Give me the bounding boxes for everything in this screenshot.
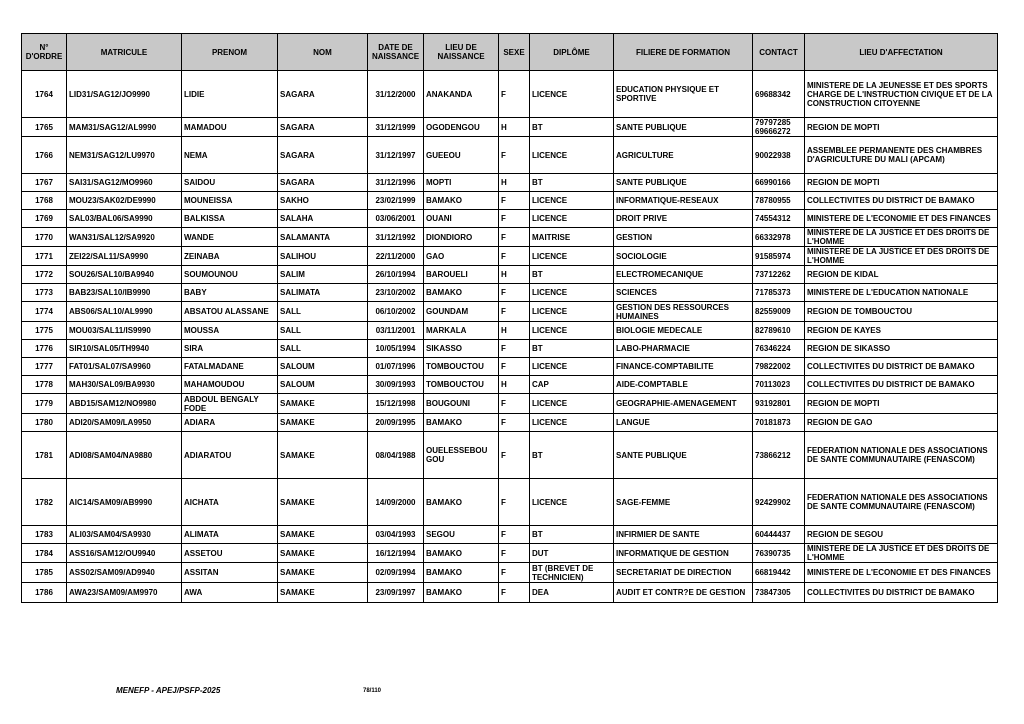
cell-lieu: BAMAKO <box>424 583 499 603</box>
cell-prenom: MOUNEISSA <box>182 192 278 210</box>
cell-contact: 82789610 <box>753 322 805 340</box>
cell-sexe: F <box>499 544 530 563</box>
cell-diplome: LICENCE <box>530 137 614 174</box>
table-row <box>22 376 998 394</box>
cell-sexe: H <box>499 174 530 192</box>
cell-sexe: F <box>499 228 530 247</box>
cell-ordre: 1767 <box>22 174 67 192</box>
cell-ordre: 1779 <box>22 394 67 414</box>
cell-ordre: 1766 <box>22 137 67 174</box>
cell-date: 06/10/2002 <box>368 302 424 322</box>
cell-nom: SAKHO <box>278 192 368 210</box>
cell-affectation: REGION DE GAO <box>805 414 998 432</box>
cell-matricule: ASS02/SAM09/AD9940 <box>67 563 182 583</box>
cell-matricule: BAB23/SAL10/IB9990 <box>67 284 182 302</box>
cell-lieu: MOPTI <box>424 174 499 192</box>
cell-ordre: 1775 <box>22 322 67 340</box>
cell-contact: 70113023 <box>753 376 805 394</box>
cell-prenom: ALIMATA <box>182 526 278 544</box>
cell-lieu: BAMAKO <box>424 414 499 432</box>
cell-filiere: ELECTROMECANIQUE <box>614 266 753 284</box>
cell-affectation: MINISTERE DE LA JUSTICE ET DES DROITS DE L'HOMME <box>805 228 998 247</box>
cell-prenom: BALKISSA <box>182 210 278 228</box>
cell-lieu: BAMAKO <box>424 284 499 302</box>
cell-nom: SAMAKE <box>278 394 368 414</box>
cell-matricule: ALI03/SAM04/SA9930 <box>67 526 182 544</box>
cell-sexe: F <box>499 137 530 174</box>
cell-date: 31/12/2000 <box>368 71 424 118</box>
cell-date: 03/04/1993 <box>368 526 424 544</box>
cell-lieu: BAMAKO <box>424 544 499 563</box>
cell-ordre: 1770 <box>22 228 67 247</box>
cell-nom: SALAHA <box>278 210 368 228</box>
cell-contact: 78780955 <box>753 192 805 210</box>
cell-sexe: F <box>499 247 530 266</box>
cell-sexe: F <box>499 414 530 432</box>
cell-prenom: ABDOUL BENGALY FODE <box>182 394 278 414</box>
cell-matricule: ADI20/SAM09/LA9950 <box>67 414 182 432</box>
cell-matricule: SIR10/SAL05/TH9940 <box>67 340 182 358</box>
cell-prenom: ADIARATOU <box>182 432 278 479</box>
cell-affectation: MINISTERE DE L'ECONOMIE ET DES FINANCES <box>805 563 998 583</box>
cell-diplome: DUT <box>530 544 614 563</box>
cell-prenom: ZEINABA <box>182 247 278 266</box>
header-diplome: DIPLÔME <box>530 34 614 71</box>
cell-lieu: OUELESSEBOU GOU <box>424 432 499 479</box>
cell-prenom: ADIARA <box>182 414 278 432</box>
cell-filiere: INFIRMIER DE SANTE <box>614 526 753 544</box>
cell-filiere: EDUCATION PHYSIQUE ET SPORTIVE <box>614 71 753 118</box>
cell-ordre: 1780 <box>22 414 67 432</box>
cell-affectation: FEDERATION NATIONALE DES ASSOCIATIONS DE SANTE COMMUNAUTAIRE (FENASCOM) <box>805 432 998 479</box>
cell-lieu: ANAKANDA <box>424 71 499 118</box>
cell-affectation: MINISTERE DE LA JUSTICE ET DES DROITS DE L'HOMME <box>805 247 998 266</box>
cell-date: 31/12/1992 <box>368 228 424 247</box>
cell-diplome: LICENCE <box>530 210 614 228</box>
cell-lieu: SIKASSO <box>424 340 499 358</box>
cell-ordre: 1782 <box>22 479 67 526</box>
cell-filiere: AUDIT ET CONTR?E DE GESTION <box>614 583 753 603</box>
cell-lieu: TOMBOUCTOU <box>424 376 499 394</box>
cell-nom: SAMAKE <box>278 432 368 479</box>
cell-prenom: FATALMADANE <box>182 358 278 376</box>
cell-nom: SAMAKE <box>278 414 368 432</box>
cell-prenom: SIRA <box>182 340 278 358</box>
cell-sexe: F <box>499 394 530 414</box>
cell-lieu: BOUGOUNI <box>424 394 499 414</box>
cell-matricule: AIC14/SAM09/AB9990 <box>67 479 182 526</box>
cell-lieu: OUANI <box>424 210 499 228</box>
cell-diplome: CAP <box>530 376 614 394</box>
cell-prenom: ABSATOU ALASSANE <box>182 302 278 322</box>
cell-nom: SALIM <box>278 266 368 284</box>
cell-affectation: ASSEMBLEE PERMANENTE DES CHAMBRES D'AGRICULTURE DU MALI (APCAM) <box>805 137 998 174</box>
cell-filiere: SANTE PUBLIQUE <box>614 118 753 137</box>
cell-affectation: MINISTERE DE LA JUSTICE ET DES DROITS DE L'HOMME <box>805 544 998 563</box>
footer-label: MENEFP - APEJ/PSFP-2025 <box>116 686 221 695</box>
header-contact: CONTACT <box>753 34 805 71</box>
cell-matricule: FAT01/SAL07/SA9960 <box>67 358 182 376</box>
cell-diplome: DEA <box>530 583 614 603</box>
cell-affectation: REGION DE TOMBOUCTOU <box>805 302 998 322</box>
cell-contact: 92429902 <box>753 479 805 526</box>
table-row <box>22 563 998 583</box>
cell-filiere: SANTE PUBLIQUE <box>614 174 753 192</box>
cell-filiere: GESTION DES RESSOURCES HUMAINES <box>614 302 753 322</box>
cell-prenom: SOUMOUNOU <box>182 266 278 284</box>
cell-lieu: BAROUELI <box>424 266 499 284</box>
cell-prenom: MOUSSA <box>182 322 278 340</box>
cell-diplome: BT <box>530 432 614 479</box>
cell-ordre: 1786 <box>22 583 67 603</box>
header-ordre: N° D'ORDRE <box>22 34 67 71</box>
cell-nom: SAGARA <box>278 118 368 137</box>
cell-matricule: ASS16/SAM12/OU9940 <box>67 544 182 563</box>
page-number: 78/110 <box>363 688 382 694</box>
cell-sexe: F <box>499 583 530 603</box>
cell-sexe: F <box>499 340 530 358</box>
cell-date: 31/12/1999 <box>368 118 424 137</box>
cell-ordre: 1765 <box>22 118 67 137</box>
cell-diplome: BT (BREVET DE TECHNICIEN) <box>530 563 614 583</box>
cell-diplome: LICENCE <box>530 284 614 302</box>
table-row <box>22 302 998 322</box>
cell-lieu: GAO <box>424 247 499 266</box>
cell-date: 20/09/1995 <box>368 414 424 432</box>
cell-matricule: MAH30/SAL09/BA9930 <box>67 376 182 394</box>
header-prenom: PRENOM <box>182 34 278 71</box>
cell-filiere: BIOLOGIE MEDECALE <box>614 322 753 340</box>
table-row <box>22 118 998 137</box>
cell-sexe: H <box>499 376 530 394</box>
cell-filiere: SOCIOLOGIE <box>614 247 753 266</box>
table-row <box>22 414 998 432</box>
header-matricule: MATRICULE <box>67 34 182 71</box>
cell-ordre: 1769 <box>22 210 67 228</box>
cell-contact: 79822002 <box>753 358 805 376</box>
cell-sexe: F <box>499 479 530 526</box>
table-row <box>22 322 998 340</box>
cell-affectation: FEDERATION NATIONALE DES ASSOCIATIONS DE SANTE COMMUNAUTAIRE (FENASCOM) <box>805 479 998 526</box>
cell-ordre: 1774 <box>22 302 67 322</box>
cell-filiere: DROIT PRIVE <box>614 210 753 228</box>
cell-date: 01/07/1996 <box>368 358 424 376</box>
cell-affectation: REGION DE SIKASSO <box>805 340 998 358</box>
cell-filiere: FINANCE-COMPTABILITE <box>614 358 753 376</box>
cell-contact: 66990166 <box>753 174 805 192</box>
cell-sexe: F <box>499 432 530 479</box>
cell-ordre: 1771 <box>22 247 67 266</box>
cell-lieu: GUEEOU <box>424 137 499 174</box>
cell-date: 22/11/2000 <box>368 247 424 266</box>
cell-ordre: 1772 <box>22 266 67 284</box>
cell-ordre: 1777 <box>22 358 67 376</box>
cell-filiere: SANTE PUBLIQUE <box>614 432 753 479</box>
table-row <box>22 340 998 358</box>
cell-diplome: BT <box>530 266 614 284</box>
cell-diplome: BT <box>530 526 614 544</box>
cell-filiere: AIDE-COMPTABLE <box>614 376 753 394</box>
cell-matricule: SAL03/BAL06/SA9990 <box>67 210 182 228</box>
header-affectation: LIEU D'AFFECTATION <box>805 34 998 71</box>
cell-nom: SALL <box>278 302 368 322</box>
cell-sexe: H <box>499 322 530 340</box>
cell-affectation: REGION DE MOPTI <box>805 394 998 414</box>
cell-nom: SAGARA <box>278 174 368 192</box>
cell-nom: SALOUM <box>278 358 368 376</box>
cell-filiere: INFORMATIQUE DE GESTION <box>614 544 753 563</box>
cell-prenom: ASSETOU <box>182 544 278 563</box>
cell-diplome: LICENCE <box>530 414 614 432</box>
cell-nom: SALIHOU <box>278 247 368 266</box>
cell-diplome: BT <box>530 340 614 358</box>
cell-matricule: LID31/SAG12/JO9990 <box>67 71 182 118</box>
cell-filiere: LABO-PHARMACIE <box>614 340 753 358</box>
table-row <box>22 544 998 563</box>
cell-diplome: LICENCE <box>530 322 614 340</box>
cell-diplome: LICENCE <box>530 479 614 526</box>
cell-matricule: MOU23/SAK02/DE9990 <box>67 192 182 210</box>
header-row <box>22 34 998 71</box>
cell-diplome: MAITRISE <box>530 228 614 247</box>
cell-matricule: AWA23/SAM09/AM9970 <box>67 583 182 603</box>
cell-date: 14/09/2000 <box>368 479 424 526</box>
cell-lieu: BAMAKO <box>424 563 499 583</box>
cell-matricule: ABS06/SAL10/AL9990 <box>67 302 182 322</box>
table-row <box>22 266 998 284</box>
cell-sexe: H <box>499 266 530 284</box>
cell-date: 23/10/2002 <box>368 284 424 302</box>
cell-contact: 73847305 <box>753 583 805 603</box>
table-row <box>22 284 998 302</box>
cell-filiere: GESTION <box>614 228 753 247</box>
cell-date: 10/05/1994 <box>368 340 424 358</box>
cell-prenom: MAHAMOUDOU <box>182 376 278 394</box>
cell-nom: SALOUM <box>278 376 368 394</box>
header-date: DATE DE NAISSANCE <box>368 34 424 71</box>
cell-prenom: WANDE <box>182 228 278 247</box>
header-nom: NOM <box>278 34 368 71</box>
cell-lieu: SEGOU <box>424 526 499 544</box>
cell-affectation: REGION DE SEGOU <box>805 526 998 544</box>
cell-affectation: COLLECTIVITES DU DISTRICT DE BAMAKO <box>805 376 998 394</box>
cell-sexe: F <box>499 563 530 583</box>
cell-nom: SAGARA <box>278 71 368 118</box>
table-row <box>22 174 998 192</box>
cell-nom: SALL <box>278 340 368 358</box>
cell-matricule: SAI31/SAG12/MO9960 <box>67 174 182 192</box>
cell-lieu: MARKALA <box>424 322 499 340</box>
cell-affectation: COLLECTIVITES DU DISTRICT DE BAMAKO <box>805 192 998 210</box>
cell-matricule: WAN31/SAL12/SA9920 <box>67 228 182 247</box>
cell-prenom: LIDIE <box>182 71 278 118</box>
table-row <box>22 192 998 210</box>
cell-affectation: MINISTERE DE L'EDUCATION NATIONALE <box>805 284 998 302</box>
cell-prenom: AWA <box>182 583 278 603</box>
cell-matricule: ABD15/SAM12/NO9980 <box>67 394 182 414</box>
cell-sexe: F <box>499 358 530 376</box>
table-row <box>22 247 998 266</box>
cell-contact: 73866212 <box>753 432 805 479</box>
cell-date: 23/09/1997 <box>368 583 424 603</box>
cell-sexe: F <box>499 192 530 210</box>
table-row <box>22 358 998 376</box>
cell-ordre: 1778 <box>22 376 67 394</box>
cell-matricule: ZEI22/SAL11/SA9990 <box>67 247 182 266</box>
cell-diplome: LICENCE <box>530 71 614 118</box>
cell-lieu: BAMAKO <box>424 192 499 210</box>
cell-date: 26/10/1994 <box>368 266 424 284</box>
cell-nom: SAMAKE <box>278 479 368 526</box>
cell-lieu: DIONDIORO <box>424 228 499 247</box>
cell-date: 23/02/1999 <box>368 192 424 210</box>
table-row <box>22 479 998 526</box>
cell-contact: 79797285 69666272 <box>753 118 805 137</box>
cell-contact: 93192801 <box>753 394 805 414</box>
cell-date: 03/11/2001 <box>368 322 424 340</box>
cell-ordre: 1783 <box>22 526 67 544</box>
cell-nom: SAGARA <box>278 137 368 174</box>
cell-prenom: MAMADOU <box>182 118 278 137</box>
table-row <box>22 210 998 228</box>
cell-contact: 74554312 <box>753 210 805 228</box>
cell-date: 08/04/1988 <box>368 432 424 479</box>
cell-prenom: NEMA <box>182 137 278 174</box>
cell-date: 31/12/1997 <box>368 137 424 174</box>
cell-contact: 70181873 <box>753 414 805 432</box>
cell-date: 15/12/1998 <box>368 394 424 414</box>
cell-filiere: GEOGRAPHIE-AMENAGEMENT <box>614 394 753 414</box>
cell-prenom: AICHATA <box>182 479 278 526</box>
cell-lieu: TOMBOUCTOU <box>424 358 499 376</box>
table-row <box>22 583 998 603</box>
cell-matricule: MOU03/SAL11/IS9990 <box>67 322 182 340</box>
cell-ordre: 1781 <box>22 432 67 479</box>
cell-diplome: LICENCE <box>530 358 614 376</box>
cell-ordre: 1785 <box>22 563 67 583</box>
cell-sexe: H <box>499 118 530 137</box>
cell-affectation: REGION DE MOPTI <box>805 174 998 192</box>
header-filiere: FILIERE DE FORMATION <box>614 34 753 71</box>
cell-nom: SALIMATA <box>278 284 368 302</box>
cell-filiere: LANGUE <box>614 414 753 432</box>
cell-affectation: REGION DE MOPTI <box>805 118 998 137</box>
cell-diplome: BT <box>530 118 614 137</box>
cell-filiere: SCIENCES <box>614 284 753 302</box>
cell-matricule: SOU26/SAL10/BA9940 <box>67 266 182 284</box>
cell-nom: SAMAKE <box>278 526 368 544</box>
cell-prenom: BABY <box>182 284 278 302</box>
registry-table <box>21 33 998 603</box>
cell-ordre: 1768 <box>22 192 67 210</box>
cell-lieu: GOUNDAM <box>424 302 499 322</box>
cell-contact: 66819442 <box>753 563 805 583</box>
cell-affectation: MINISTERE DE LA JEUNESSE ET DES SPORTS CHARGE DE L'INSTRUCTION CIVIQUE ET DE LA CONSTRUCTION CITOYENNE <box>805 71 998 118</box>
cell-nom: SAMAKE <box>278 583 368 603</box>
cell-contact: 69688342 <box>753 71 805 118</box>
cell-nom: SALL <box>278 322 368 340</box>
cell-diplome: LICENCE <box>530 247 614 266</box>
cell-contact: 91585974 <box>753 247 805 266</box>
cell-prenom: SAIDOU <box>182 174 278 192</box>
cell-date: 02/09/1994 <box>368 563 424 583</box>
cell-nom: SAMAKE <box>278 563 368 583</box>
cell-date: 03/06/2001 <box>368 210 424 228</box>
cell-nom: SAMAKE <box>278 544 368 563</box>
cell-diplome: LICENCE <box>530 192 614 210</box>
cell-matricule: MAM31/SAG12/AL9990 <box>67 118 182 137</box>
table-body <box>22 71 998 603</box>
table-row <box>22 432 998 479</box>
cell-contact: 90022938 <box>753 137 805 174</box>
cell-contact: 76346224 <box>753 340 805 358</box>
cell-nom: SALAMANTA <box>278 228 368 247</box>
table-row <box>22 137 998 174</box>
cell-date: 31/12/1996 <box>368 174 424 192</box>
cell-sexe: F <box>499 284 530 302</box>
cell-affectation: COLLECTIVITES DU DISTRICT DE BAMAKO <box>805 583 998 603</box>
cell-date: 16/12/1994 <box>368 544 424 563</box>
cell-sexe: F <box>499 302 530 322</box>
cell-affectation: MINISTERE DE L'ECONOMIE ET DES FINANCES <box>805 210 998 228</box>
cell-affectation: REGION DE KIDAL <box>805 266 998 284</box>
cell-date: 30/09/1993 <box>368 376 424 394</box>
cell-lieu: OGODENGOU <box>424 118 499 137</box>
cell-filiere: SECRETARIAT DE DIRECTION <box>614 563 753 583</box>
cell-filiere: INFORMATIQUE-RESEAUX <box>614 192 753 210</box>
header-sexe: SEXE <box>499 34 530 71</box>
cell-ordre: 1764 <box>22 71 67 118</box>
cell-contact: 71785373 <box>753 284 805 302</box>
cell-contact: 82559009 <box>753 302 805 322</box>
header-lieu: LIEU DE NAISSANCE <box>424 34 499 71</box>
cell-diplome: LICENCE <box>530 302 614 322</box>
cell-contact: 60444437 <box>753 526 805 544</box>
cell-matricule: NEM31/SAG12/LU9970 <box>67 137 182 174</box>
cell-lieu: BAMAKO <box>424 479 499 526</box>
cell-ordre: 1773 <box>22 284 67 302</box>
cell-diplome: LICENCE <box>530 394 614 414</box>
cell-prenom: ASSITAN <box>182 563 278 583</box>
cell-sexe: F <box>499 71 530 118</box>
cell-sexe: F <box>499 210 530 228</box>
cell-filiere: AGRICULTURE <box>614 137 753 174</box>
cell-ordre: 1776 <box>22 340 67 358</box>
cell-sexe: F <box>499 526 530 544</box>
cell-affectation: REGION DE KAYES <box>805 322 998 340</box>
table-row <box>22 228 998 247</box>
cell-affectation: COLLECTIVITES DU DISTRICT DE BAMAKO <box>805 358 998 376</box>
cell-contact: 76390735 <box>753 544 805 563</box>
table-row <box>22 71 998 118</box>
table-row <box>22 526 998 544</box>
cell-contact: 66332978 <box>753 228 805 247</box>
table-row <box>22 394 998 414</box>
cell-diplome: BT <box>530 174 614 192</box>
cell-contact: 73712262 <box>753 266 805 284</box>
cell-ordre: 1784 <box>22 544 67 563</box>
cell-matricule: ADI08/SAM04/NA9880 <box>67 432 182 479</box>
cell-filiere: SAGE-FEMME <box>614 479 753 526</box>
